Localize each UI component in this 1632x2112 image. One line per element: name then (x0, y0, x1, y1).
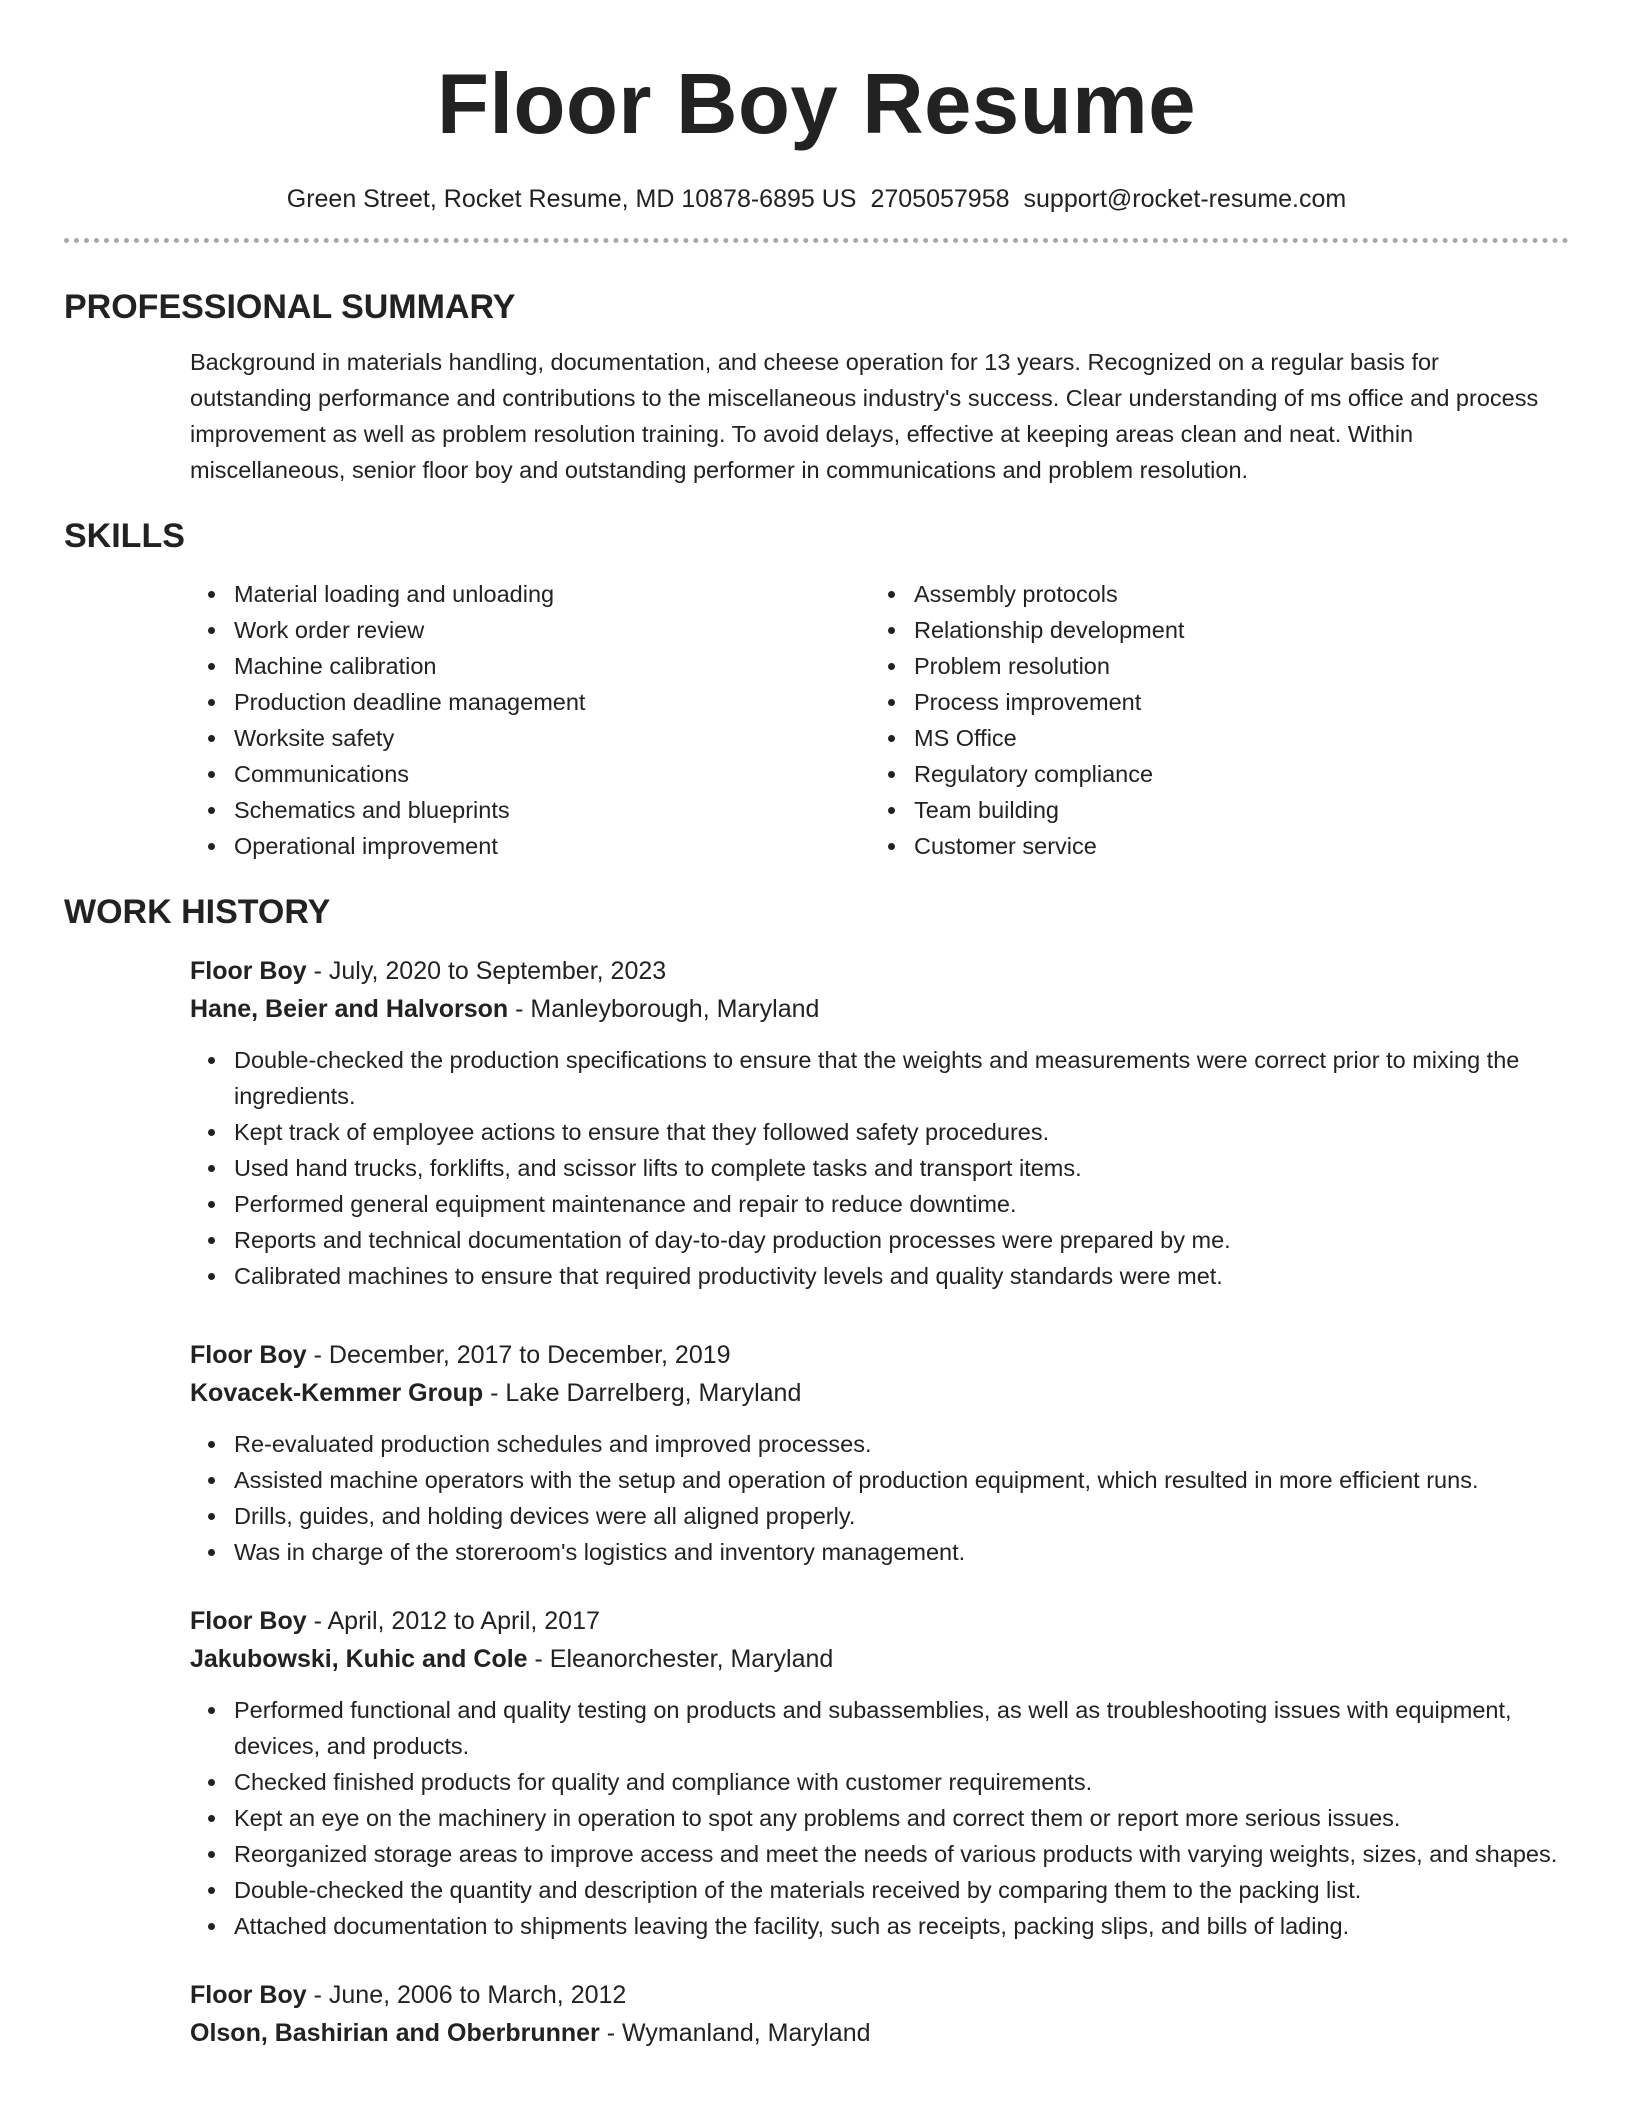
resume-page (64, 0, 1569, 2078)
job-location: - Eleanorchester, Maryland (527, 1645, 834, 1673)
job-role: Floor Boy (190, 957, 307, 985)
job-company: Jakubowski, Kuhic and Cole (190, 1645, 528, 1673)
job-role: Floor Boy (190, 1981, 307, 2009)
skill-item: Operational improvement (190, 828, 870, 864)
job-dates: - June, 2006 to March, 2012 (306, 1981, 627, 2009)
contact-phone: 2705057958 (870, 185, 1010, 213)
skill-item: Relationship development (870, 612, 1550, 648)
skill-item: Customer service (870, 828, 1550, 864)
job-duty: Kept an eye on the machinery in operation to spot any problems and correct them or report more serious issues. (190, 1800, 1569, 1836)
skill-item: Regulatory compliance (870, 756, 1550, 792)
job-duty: Attached documentation to shipments leaving the facility, such as receipts, packing slips, and bills of lading. (190, 1908, 1569, 1944)
summary-text: Background in materials handling, documentation, and cheese operation for 13 years. Recognized on a regular basis for outstanding performance and contributions to the miscellaneous industry's success. Clear understanding of ms office and process improvement as well as problem resolution training. To avoid delays, effective at keeping areas clean and neat. Within miscellaneous, senior floor boy and outstanding performer in communications and problem resolution. (190, 349, 1539, 483)
job-duty: Double-checked the production specifications to ensure that the weights and measurements were correct prior to mixing the ingredients. (190, 1042, 1569, 1114)
job-duties (190, 1692, 1569, 1944)
job-duty: Kept track of employee actions to ensure that they followed safety procedures. (190, 1114, 1569, 1150)
skill-item: Machine calibration (190, 648, 870, 684)
skill-item: Problem resolution (870, 648, 1550, 684)
job-entry (190, 1336, 1569, 1570)
job-duty: Reports and technical documentation of day-to-day production processes were prepared by me. (190, 1222, 1569, 1258)
job-company: Kovacek-Kemmer Group (190, 1379, 484, 1407)
job-duty: Performed functional and quality testing on products and subassemblies, as well as troubleshooting issues with equipment, devices, and products. (190, 1692, 1569, 1764)
skill-item: Communications (190, 756, 870, 792)
summary-heading: PROFESSIONAL SUMMARY (64, 288, 516, 326)
work-history-list (190, 952, 1569, 2052)
job-location: - Wymanland, Maryland (599, 2019, 871, 2047)
work-history-heading: WORK HISTORY (64, 893, 331, 931)
skill-item: Work order review (190, 612, 870, 648)
skill-item: Assembly protocols (870, 576, 1550, 612)
job-dates: - December, 2017 to December, 2019 (306, 1341, 731, 1369)
job-duties (190, 1042, 1569, 1294)
job-company: Olson, Bashirian and Oberbrunner (190, 2019, 600, 2047)
job-duty: Used hand trucks, forklifts, and scissor lifts to complete tasks and transport items. (190, 1150, 1569, 1186)
job-company-line (190, 990, 1569, 1028)
job-location: - Manleyborough, Maryland (508, 995, 820, 1023)
contact-line (64, 183, 1569, 215)
job-company-line (190, 2014, 1569, 2052)
job-role: Floor Boy (190, 1607, 307, 1635)
job-entry (190, 952, 1569, 1294)
job-location: - Lake Darrelberg, Maryland (483, 1379, 802, 1407)
job-company: Hane, Beier and Halvorson (190, 995, 509, 1023)
skills-list (190, 576, 1569, 864)
skill-item: Production deadline management (190, 684, 870, 720)
job-duty: Assisted machine operators with the setup and operation of production equipment, which resulted in more efficient runs. (190, 1462, 1569, 1498)
job-dates: - April, 2012 to April, 2017 (306, 1607, 600, 1635)
skill-item: Material loading and unloading (190, 576, 870, 612)
skill-item: MS Office (870, 720, 1550, 756)
job-dates: - July, 2020 to September, 2023 (306, 957, 667, 985)
job-duty: Performed general equipment maintenance and repair to reduce downtime. (190, 1186, 1569, 1222)
skills-column-right (870, 576, 1550, 864)
job-company-line (190, 1640, 1569, 1678)
job-entry (190, 1976, 1569, 2052)
job-duty: Was in charge of the storeroom's logistics and inventory management. (190, 1534, 1569, 1570)
job-entry (190, 1602, 1569, 1944)
job-role: Floor Boy (190, 1341, 307, 1369)
header-divider (64, 238, 1569, 243)
skill-item: Process improvement (870, 684, 1550, 720)
job-duty: Calibrated machines to ensure that required productivity levels and quality standards were met. (190, 1258, 1569, 1294)
job-company-line (190, 1374, 1569, 1412)
contact-address: Green Street, Rocket Resume, MD 10878-6895 US (286, 185, 857, 213)
skill-item: Schematics and blueprints (190, 792, 870, 828)
job-duties (190, 1426, 1569, 1570)
skill-item: Team building (870, 792, 1550, 828)
skills-column-left (190, 576, 870, 864)
skills-heading: SKILLS (64, 517, 185, 555)
job-role-line (190, 1336, 1569, 1374)
job-role-line (190, 1976, 1569, 2014)
job-duty: Double-checked the quantity and description of the materials received by comparing them to the packing list. (190, 1872, 1569, 1908)
job-duty: Reorganized storage areas to improve access and meet the needs of various products with varying weights, sizes, and shapes. (190, 1836, 1569, 1872)
job-duty: Drills, guides, and holding devices were all aligned properly. (190, 1498, 1569, 1534)
job-role-line (190, 1602, 1569, 1640)
resume-title: Floor Boy Resume (437, 57, 1196, 152)
job-duty: Re-evaluated production schedules and improved processes. (190, 1426, 1569, 1462)
skill-item: Worksite safety (190, 720, 870, 756)
contact-email: support@rocket-resume.com (1023, 185, 1347, 213)
job-role-line (190, 952, 1569, 990)
job-duty: Checked finished products for quality and compliance with customer requirements. (190, 1764, 1569, 1800)
